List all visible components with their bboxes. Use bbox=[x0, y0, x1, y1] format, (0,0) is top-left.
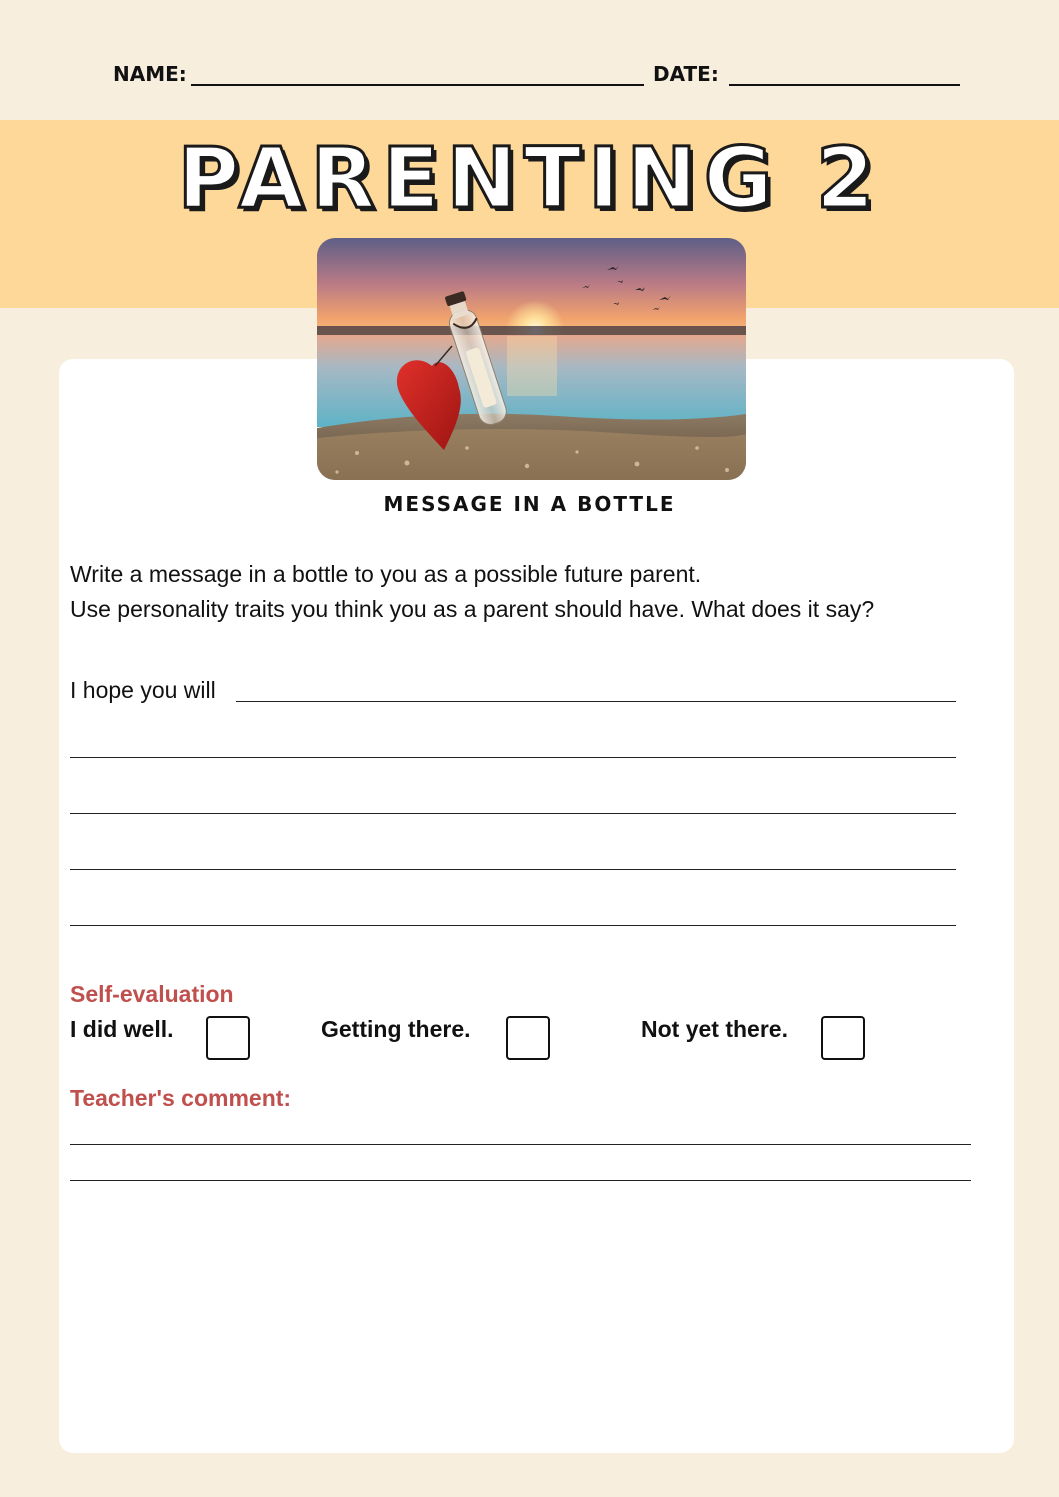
instruction-line-2: Use personality traits you think you as a parent should have. What does it say? bbox=[70, 596, 875, 622]
did-well-checkbox[interactable] bbox=[206, 1016, 250, 1060]
not-yet-checkbox[interactable] bbox=[821, 1016, 865, 1060]
worksheet-card bbox=[59, 359, 1014, 1453]
writing-line[interactable] bbox=[70, 869, 956, 870]
instruction-line-1: Write a message in a bottle to you as a possible future parent. bbox=[70, 561, 702, 587]
option-getting-there-label: Getting there. bbox=[321, 1016, 471, 1042]
writing-line[interactable] bbox=[70, 757, 956, 758]
date-field[interactable] bbox=[729, 84, 960, 86]
option-did-well-label: I did well. bbox=[70, 1016, 174, 1042]
comment-line[interactable] bbox=[70, 1180, 971, 1181]
getting-there-checkbox[interactable] bbox=[506, 1016, 550, 1060]
message-bottle-photo bbox=[317, 238, 746, 480]
self-evaluation-heading: Self-evaluation bbox=[70, 981, 234, 1007]
name-field[interactable] bbox=[191, 84, 644, 86]
writing-line[interactable] bbox=[70, 813, 956, 814]
photo-caption: MESSAGE IN A BOTTLE bbox=[383, 492, 676, 516]
writing-line[interactable] bbox=[70, 925, 956, 926]
writing-line[interactable] bbox=[236, 701, 956, 702]
prompt-start: I hope you will bbox=[70, 677, 216, 703]
date-label: DATE: bbox=[653, 62, 719, 86]
teacher-comment-heading: Teacher's comment: bbox=[70, 1085, 292, 1111]
comment-line[interactable] bbox=[70, 1144, 971, 1145]
option-not-yet-label: Not yet there. bbox=[641, 1016, 788, 1042]
page-title: PARENTING 2 bbox=[177, 129, 882, 227]
name-label: NAME: bbox=[113, 62, 187, 86]
